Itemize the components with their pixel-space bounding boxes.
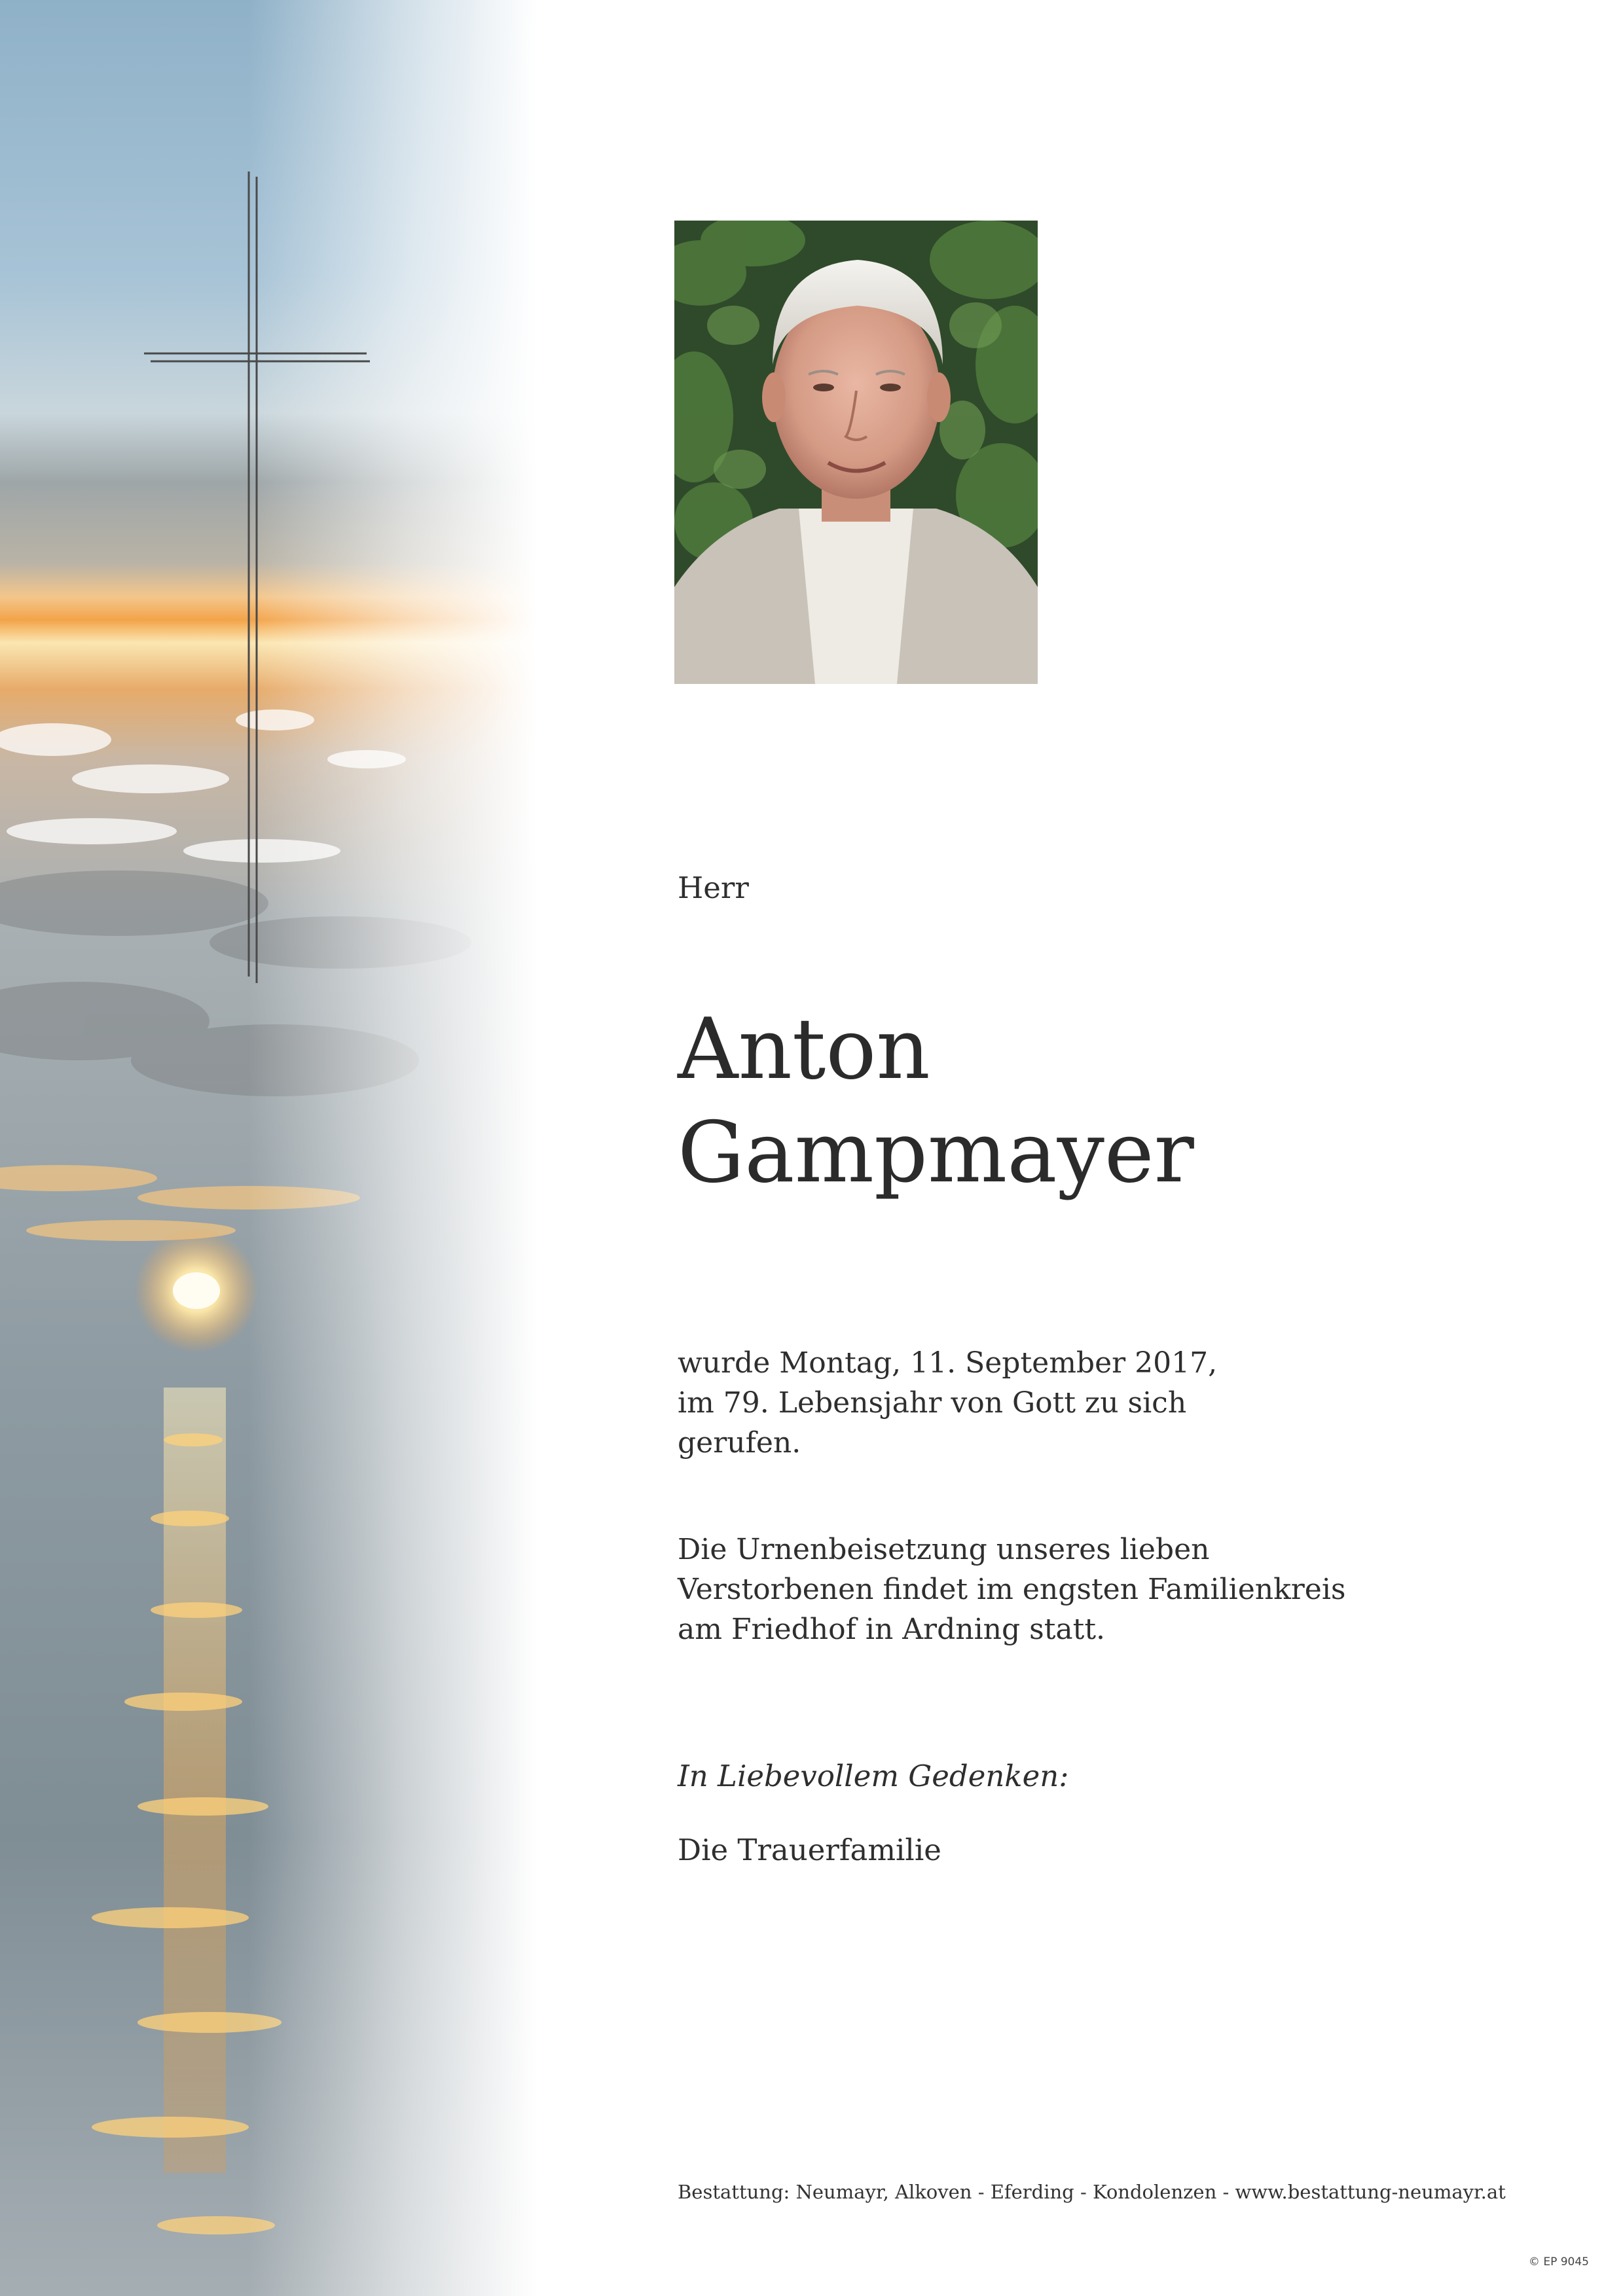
template-code: © EP 9045 xyxy=(1528,2255,1589,2269)
first-name: Anton xyxy=(678,1001,930,1098)
deceased-name xyxy=(678,998,1194,1205)
burial-notice-line: am Friedhof in Ardning statt. xyxy=(678,1613,1105,1646)
burial-notice xyxy=(678,1530,1346,1649)
burial-notice-line: Verstorbenen findet im engsten Familienkreis xyxy=(678,1573,1346,1606)
death-notice-line: wurde Montag, 11. September 2017, xyxy=(678,1346,1218,1380)
portrait-photo xyxy=(674,221,1038,684)
closing-phrase: In Liebevollem Gedenken: xyxy=(678,1759,1069,1793)
family-signature: Die Trauerfamilie xyxy=(678,1833,941,1867)
last-name: Gampmayer xyxy=(678,1104,1194,1202)
cross-icon xyxy=(141,171,370,983)
funeral-home-footer: Bestattung: Neumayr, Alkoven - Eferding - Kondolenzen - www.bestattung-neumayr.at xyxy=(678,2181,1506,2203)
death-notice-line: gerufen. xyxy=(678,1426,801,1460)
salutation: Herr xyxy=(678,870,749,905)
death-notice-line: im 79. Lebensjahr von Gott zu sich xyxy=(678,1386,1187,1420)
death-notice xyxy=(678,1343,1217,1463)
burial-notice-line: Die Urnenbeisetzung unseres lieben xyxy=(678,1533,1210,1566)
